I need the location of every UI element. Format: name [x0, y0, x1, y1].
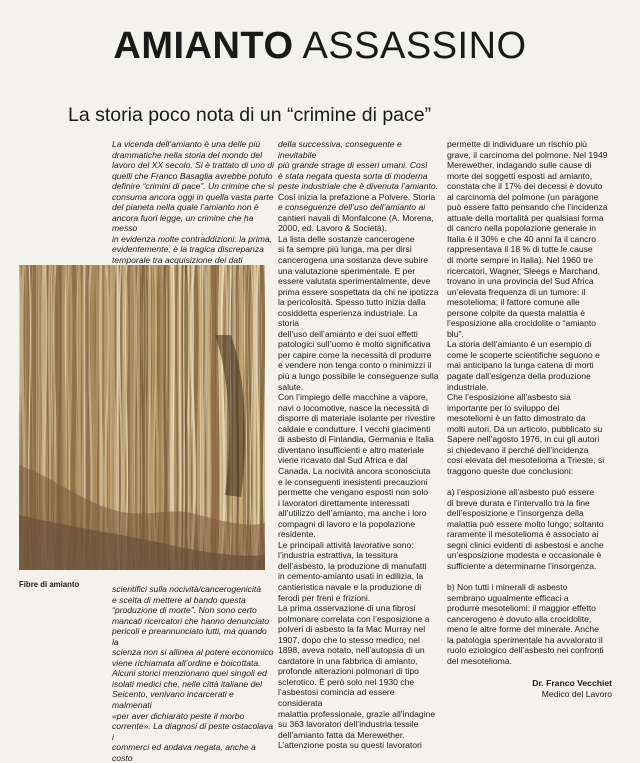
text-line: industriale.	[447, 381, 489, 392]
text-line: in evidenza molte contraddizioni: la prima,	[112, 233, 273, 244]
text-line: prima essere sospettata da chi ne ipotizza	[278, 286, 439, 297]
text-line: peste industriale che è divenuta l’amianto.	[278, 181, 439, 192]
column-3-text	[447, 139, 612, 666]
text-line: Le principali attività lavorative sono:	[278, 539, 414, 550]
text-line: cancerogena una sostanza deve subire	[278, 255, 429, 266]
text-line: e conseguenze dell’uso dell’amianto ai	[278, 202, 426, 213]
text-line	[447, 571, 612, 582]
text-line: ruolo eziologico dell’asbesto nei confronti	[447, 645, 604, 656]
text-line: b) Non tutti i minerali di asbesto	[447, 581, 568, 592]
text-line: ferodi per freni e frizioni.	[278, 592, 371, 603]
text-line: “produzione di morte”. Non sono certo	[112, 605, 257, 616]
author-name: Dr. Franco Vecchiet	[532, 678, 612, 689]
text-line: patologici sull’uomo è molto significativa	[278, 339, 431, 350]
column-1-continued	[112, 584, 275, 763]
text-line: persone colpite da questa malattia è	[447, 307, 586, 318]
text-line: un’elevata frequenza di un tumore: il	[447, 286, 586, 297]
text-line: viene richiamata all’ordine e boicottata.	[112, 657, 261, 668]
text-line: al carcinoma del polmone (un paragone	[447, 191, 599, 202]
text-line: come le scoperte scientifiche seguono e	[447, 349, 600, 360]
text-line: mai anticipano la lunga catena di morti	[447, 360, 594, 371]
text-line: a) l’esposizione all’asbesto può essere	[447, 487, 595, 498]
text-line: attuale della mortalità per qualsiasi forma	[447, 212, 604, 223]
text-line: L’attenzione posta su questi lavoratori	[278, 740, 422, 751]
title-bold: AMIANTO	[113, 25, 294, 67]
text-line: Così inizia la prefazione a Polvere. Storia	[278, 191, 436, 202]
text-line: polveri di asbesto la fa Mac Murray nel	[278, 624, 426, 635]
text-line: blu”.	[447, 328, 464, 339]
text-line: Che l’esposizione all’asbesto sia	[447, 392, 571, 403]
text-line: 2000, ed. Lavoro & Società).	[278, 223, 387, 234]
text-line: Alcuni storici menzionano quei singoli ed	[112, 668, 267, 679]
text-line: meno le altre forme del minerale. Anche	[447, 624, 599, 635]
text-line: e vendere non tenga conto o minimizzi il	[278, 360, 432, 371]
text-line: caldaie e condutture. I vecchi giacimenti	[278, 423, 431, 434]
text-line: mancati ricercatori che hanno denunciato	[112, 615, 270, 626]
text-line: l’industria estrattiva, la tessitura	[278, 550, 398, 561]
text-line: permette che vengano esposti non solo	[278, 487, 429, 498]
text-line: constata che il 17% dei decessi è dovuto	[447, 181, 603, 192]
text-line: La vicenda dell’amianto è una delle più	[112, 139, 261, 149]
text-line: scientifici sulla nocività/cancerogenicità	[112, 584, 262, 594]
text-line: in cemento-amianto usati in edilizia, la	[278, 571, 424, 582]
text-line: lavoro del XX secolo. Si è trattato di uno di	[112, 160, 274, 171]
text-line: del mesotelioma.	[447, 655, 512, 666]
text-line: Merewether, indagando sulle cause di	[447, 160, 592, 171]
text-line: isolati medici che, nelle città italiane del	[112, 678, 262, 689]
asbestos-fibres-photo	[19, 265, 265, 570]
column-3	[447, 139, 612, 699]
text-line: e le conseguenti inesistenti precauzioni	[278, 476, 428, 487]
title-light: ASSASSINO	[302, 25, 527, 67]
photo-caption: Fibre di amianto	[19, 580, 80, 589]
text-line: dell’uso dell’amianto e dei suoi effetti	[278, 328, 418, 339]
text-line: la pericolosità. Spesso tutto inizia dalla	[278, 297, 426, 308]
text-line: temporale tra acquisizione dei dati	[112, 255, 243, 266]
text-line: malattia può essere molto lungo; soltanto	[447, 518, 604, 529]
text-line: ancora fuori legge, un crimine che ha messo	[112, 212, 254, 234]
text-line: ricercatori, Wagner, Sleegs e Marchand,	[447, 265, 601, 276]
text-line: del pianeta nella quale l’amianto non è	[112, 202, 259, 213]
text-line: 1907, dopo che lo stesso medico, nel	[278, 634, 420, 645]
text-line: mesoteliomi è un fatto dimostrato da	[447, 413, 586, 424]
text-line: residente.	[278, 529, 316, 540]
text-line: produrre mesoteliomi: il maggior effetto	[447, 603, 596, 614]
text-line: su 363 lavoratori dell’industria tessile	[278, 719, 419, 730]
text-line: la patologia sperimentale ha avvalorato il	[447, 634, 603, 645]
text-line: di cancro nella popolazione generale in	[447, 223, 597, 234]
text-line: morte dei soggetti esposti ad amianto,	[447, 170, 593, 181]
text-line: compagni di lavoro e la popolazione	[278, 518, 416, 529]
text-line: molti autori. Da un articolo, pubblicato su	[447, 423, 603, 434]
text-line: cosiddetta esperienza industriale. La storia	[278, 307, 418, 329]
text-line: disporre di materiale isolante per rivestire	[278, 413, 436, 424]
article-subtitle: La storia poco nota di un “crimine di pace”	[68, 104, 432, 126]
text-line: polmonare correlata con l’esposizione a	[278, 613, 430, 624]
text-line: segni clinici evidenti di asbestosi e anche	[447, 539, 604, 550]
text-line: La storia dell’amianto è un esempio di	[447, 339, 592, 350]
text-line: cantieri navali di Monfalcone (A. Morena,	[278, 212, 434, 223]
text-line: definire “crimini di pace”. Un crimine che si	[112, 181, 274, 192]
author-role: Medico del Lavoro	[541, 688, 612, 699]
text-line: i lavoratori direttamente interessati	[278, 497, 410, 508]
text-line: Italia è il 30% e che 40 anni fa il cancro	[447, 233, 597, 244]
text-line: grave, il carcinoma del polmone. Nel 1949	[447, 149, 608, 160]
text-line: evidentemente, è la tragica discrepanza	[112, 244, 264, 255]
text-line: Con l’impiego delle macchine a vapore,	[278, 392, 428, 403]
text-line: Seicento, venivano incarcerati e malmenati	[112, 689, 234, 711]
text-line: cantieristica navale e la produzione di	[278, 581, 422, 592]
text-line: corrente». La diagnosi di peste ostacolava i	[112, 721, 273, 742]
text-line: pagate dall’esigenza della produzione	[447, 371, 591, 382]
text-line: salute.	[278, 381, 304, 392]
text-line: permette di individuare un rischio più	[447, 139, 587, 149]
text-line: più a lungo possibile le conseguenze sulla	[278, 371, 439, 382]
text-line: viene ricavato dal Sud Africa e dal	[278, 455, 408, 466]
text-line: La prima osservazione di una fibrosi	[278, 603, 416, 614]
text-line: si fa sempre più lunga, ma per dirsi	[278, 244, 412, 255]
text-line: rappresentava il 18 % di tutte le cause	[447, 244, 593, 255]
text-line: consuma ancora oggi in quella vasta parte	[112, 191, 274, 202]
text-line: malattia professionale, grazie all’indagine	[278, 708, 436, 719]
column-2	[278, 139, 440, 751]
fibres-image	[19, 265, 265, 570]
author-signature	[447, 678, 612, 699]
text-line: dell’asbesto, la produzione di manufatti	[278, 560, 427, 571]
text-line: sembrano ugualmente efficaci a	[447, 592, 569, 603]
text-line: essere valutata sperimentalmente, deve	[278, 276, 431, 287]
text-line: «per aver dichiarato peste il morbo	[112, 710, 245, 721]
text-line: Canada. La nocività ancora sconosciuta	[278, 465, 431, 476]
text-line: una valutazione sperimentale. E per	[278, 265, 416, 276]
text-line: di breve durata e l’intervallo tra la fine	[447, 497, 590, 508]
text-line: di morte sempre in Italia). Nel 1960 tre	[447, 255, 594, 266]
text-line: più grande strage di esseri umani. Così	[278, 160, 428, 171]
text-line: scienza non si allinea al potere economico	[112, 647, 274, 658]
text-line: Sapere nell’agosto 1976, in cui gli autori	[447, 434, 600, 445]
article-title	[0, 24, 640, 68]
text-line: cardatore in una fabbrica di amianto,	[278, 655, 418, 666]
text-line: raramente il mesotelioma è associato ai	[447, 529, 599, 540]
text-line: commerci ed andava negata, anche a costo	[112, 742, 256, 763]
column-1-intro	[112, 139, 275, 266]
text-line: profonde alterazioni polmonari di tipo	[278, 666, 419, 677]
text-line: sclerotico. È però solo nel 1930 che	[278, 676, 415, 687]
text-line	[447, 477, 612, 488]
text-line: trovano in una provincia del Sud Africa	[447, 276, 594, 287]
text-line: per capire come la necessità di produrre	[278, 349, 432, 360]
text-line: un’esposizione modesta e occasionale è	[447, 550, 602, 561]
text-line: della successiva, conseguente e inevitabile	[278, 139, 402, 160]
text-line: drammatiche nella storia del mondo del	[112, 149, 262, 160]
text-line: quelli che Franco Basaglia avrebbe potuto	[112, 170, 273, 181]
text-line: può essere fatto pensando che l’incidenza	[447, 202, 608, 213]
text-line: è stata negata questa sorta di moderna	[278, 170, 428, 181]
text-line: dell’esposizione e l’insorgenza della	[447, 508, 584, 519]
text-line: e scelta di mettere al bando questa	[112, 594, 246, 605]
text-line: l’asbestosi comincia ad essere considerata	[278, 687, 395, 708]
text-line: La lista delle sostanze cancerogene	[278, 233, 415, 244]
text-line: traggono queste due conclusioni:	[447, 465, 574, 476]
text-line: all’utilizzo dell’amianto, ma anche i loro	[278, 508, 427, 519]
text-line: navi o locomotive, nasce la necessità di	[278, 402, 429, 413]
text-line: cancerogeno è dovuto alla crocidolite,	[447, 613, 592, 624]
text-line: si chiedevano il perché dell’incidenza	[447, 444, 589, 455]
text-line: sufficiente a determinarne l’insorgenza.	[447, 560, 597, 571]
text-line: pericoli e preannunciato lutti, ma quando la	[112, 626, 267, 647]
text-line: così elevata del mesotelioma a Trieste, si	[447, 455, 605, 466]
text-line: diventano insufficienti e altro materiale	[278, 444, 425, 455]
text-line: di asbesto di Finlandia, Germania e Italia	[278, 434, 434, 445]
text-line: l’esposizione alla crocidolite o “amianto	[447, 318, 597, 329]
text-line: mesotelioma; il fattore comune alle	[447, 297, 580, 308]
text-line: 1898, aveva notato, nell’autopsia di un	[278, 645, 425, 656]
text-line: dell’amianto fatta da Merewether.	[278, 729, 405, 740]
text-line: importante per lo sviluppo dei	[447, 402, 560, 413]
